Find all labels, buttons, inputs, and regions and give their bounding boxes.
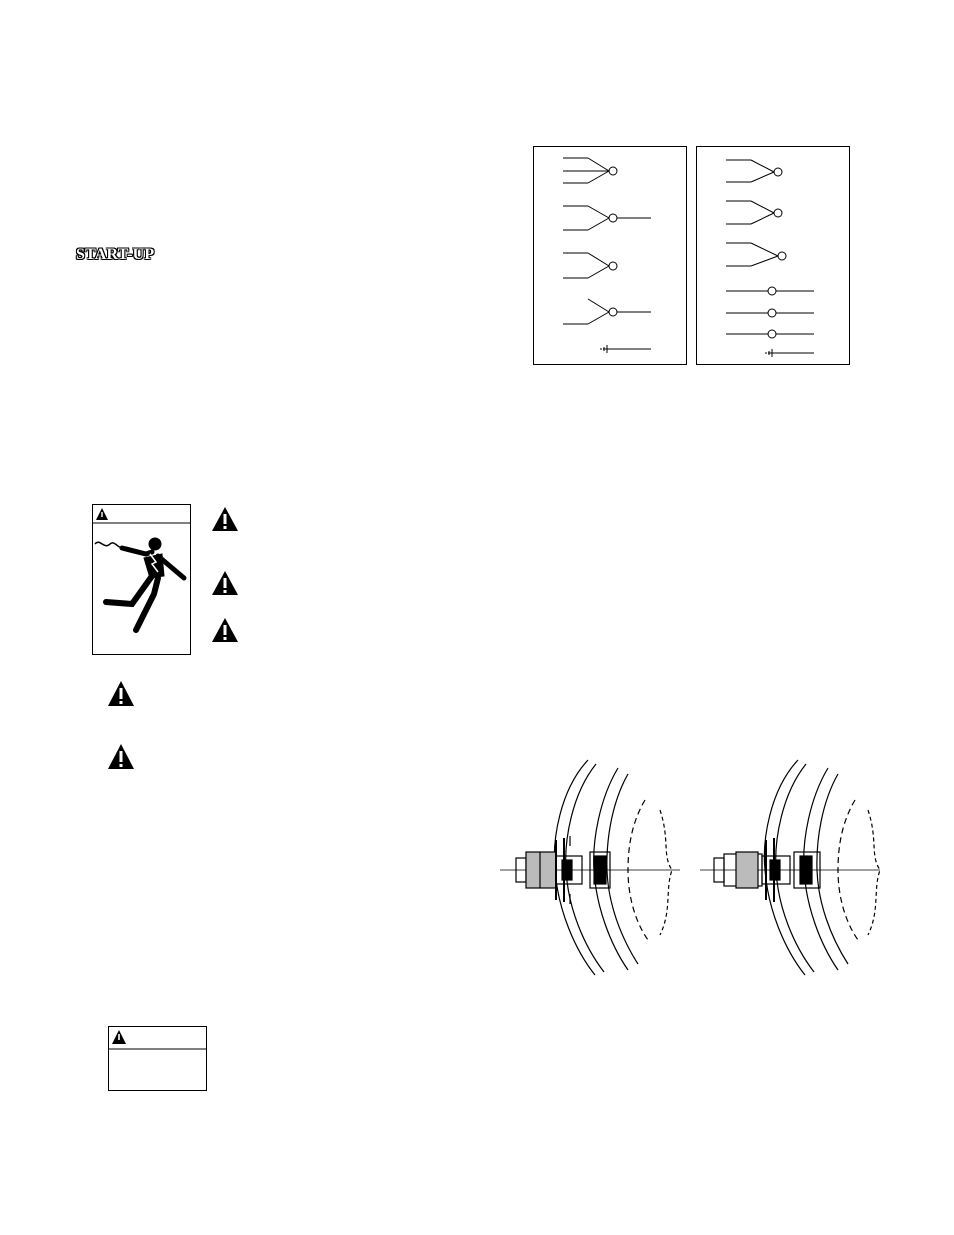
electrical-hazard-warning-box — [92, 504, 192, 656]
warning-triangle-icon — [107, 680, 135, 707]
warning-triangle-icon — [211, 506, 239, 532]
warning-triangle-icon — [211, 617, 239, 643]
section-heading-start-up: START-UP — [76, 246, 155, 263]
warning-label-box — [108, 1026, 208, 1092]
motor-wiring-diagram-right — [696, 146, 851, 366]
electrical-shock-hazard-icon — [95, 538, 184, 630]
warning-triangle-icon — [96, 508, 108, 520]
warning-triangle-icon — [211, 570, 239, 596]
motor-wiring-diagram-left — [533, 146, 688, 366]
coupling-section-right — [700, 760, 885, 980]
coupling-section-left — [500, 760, 685, 980]
warning-triangle-icon — [112, 1030, 126, 1044]
warning-triangle-icon — [107, 743, 135, 770]
